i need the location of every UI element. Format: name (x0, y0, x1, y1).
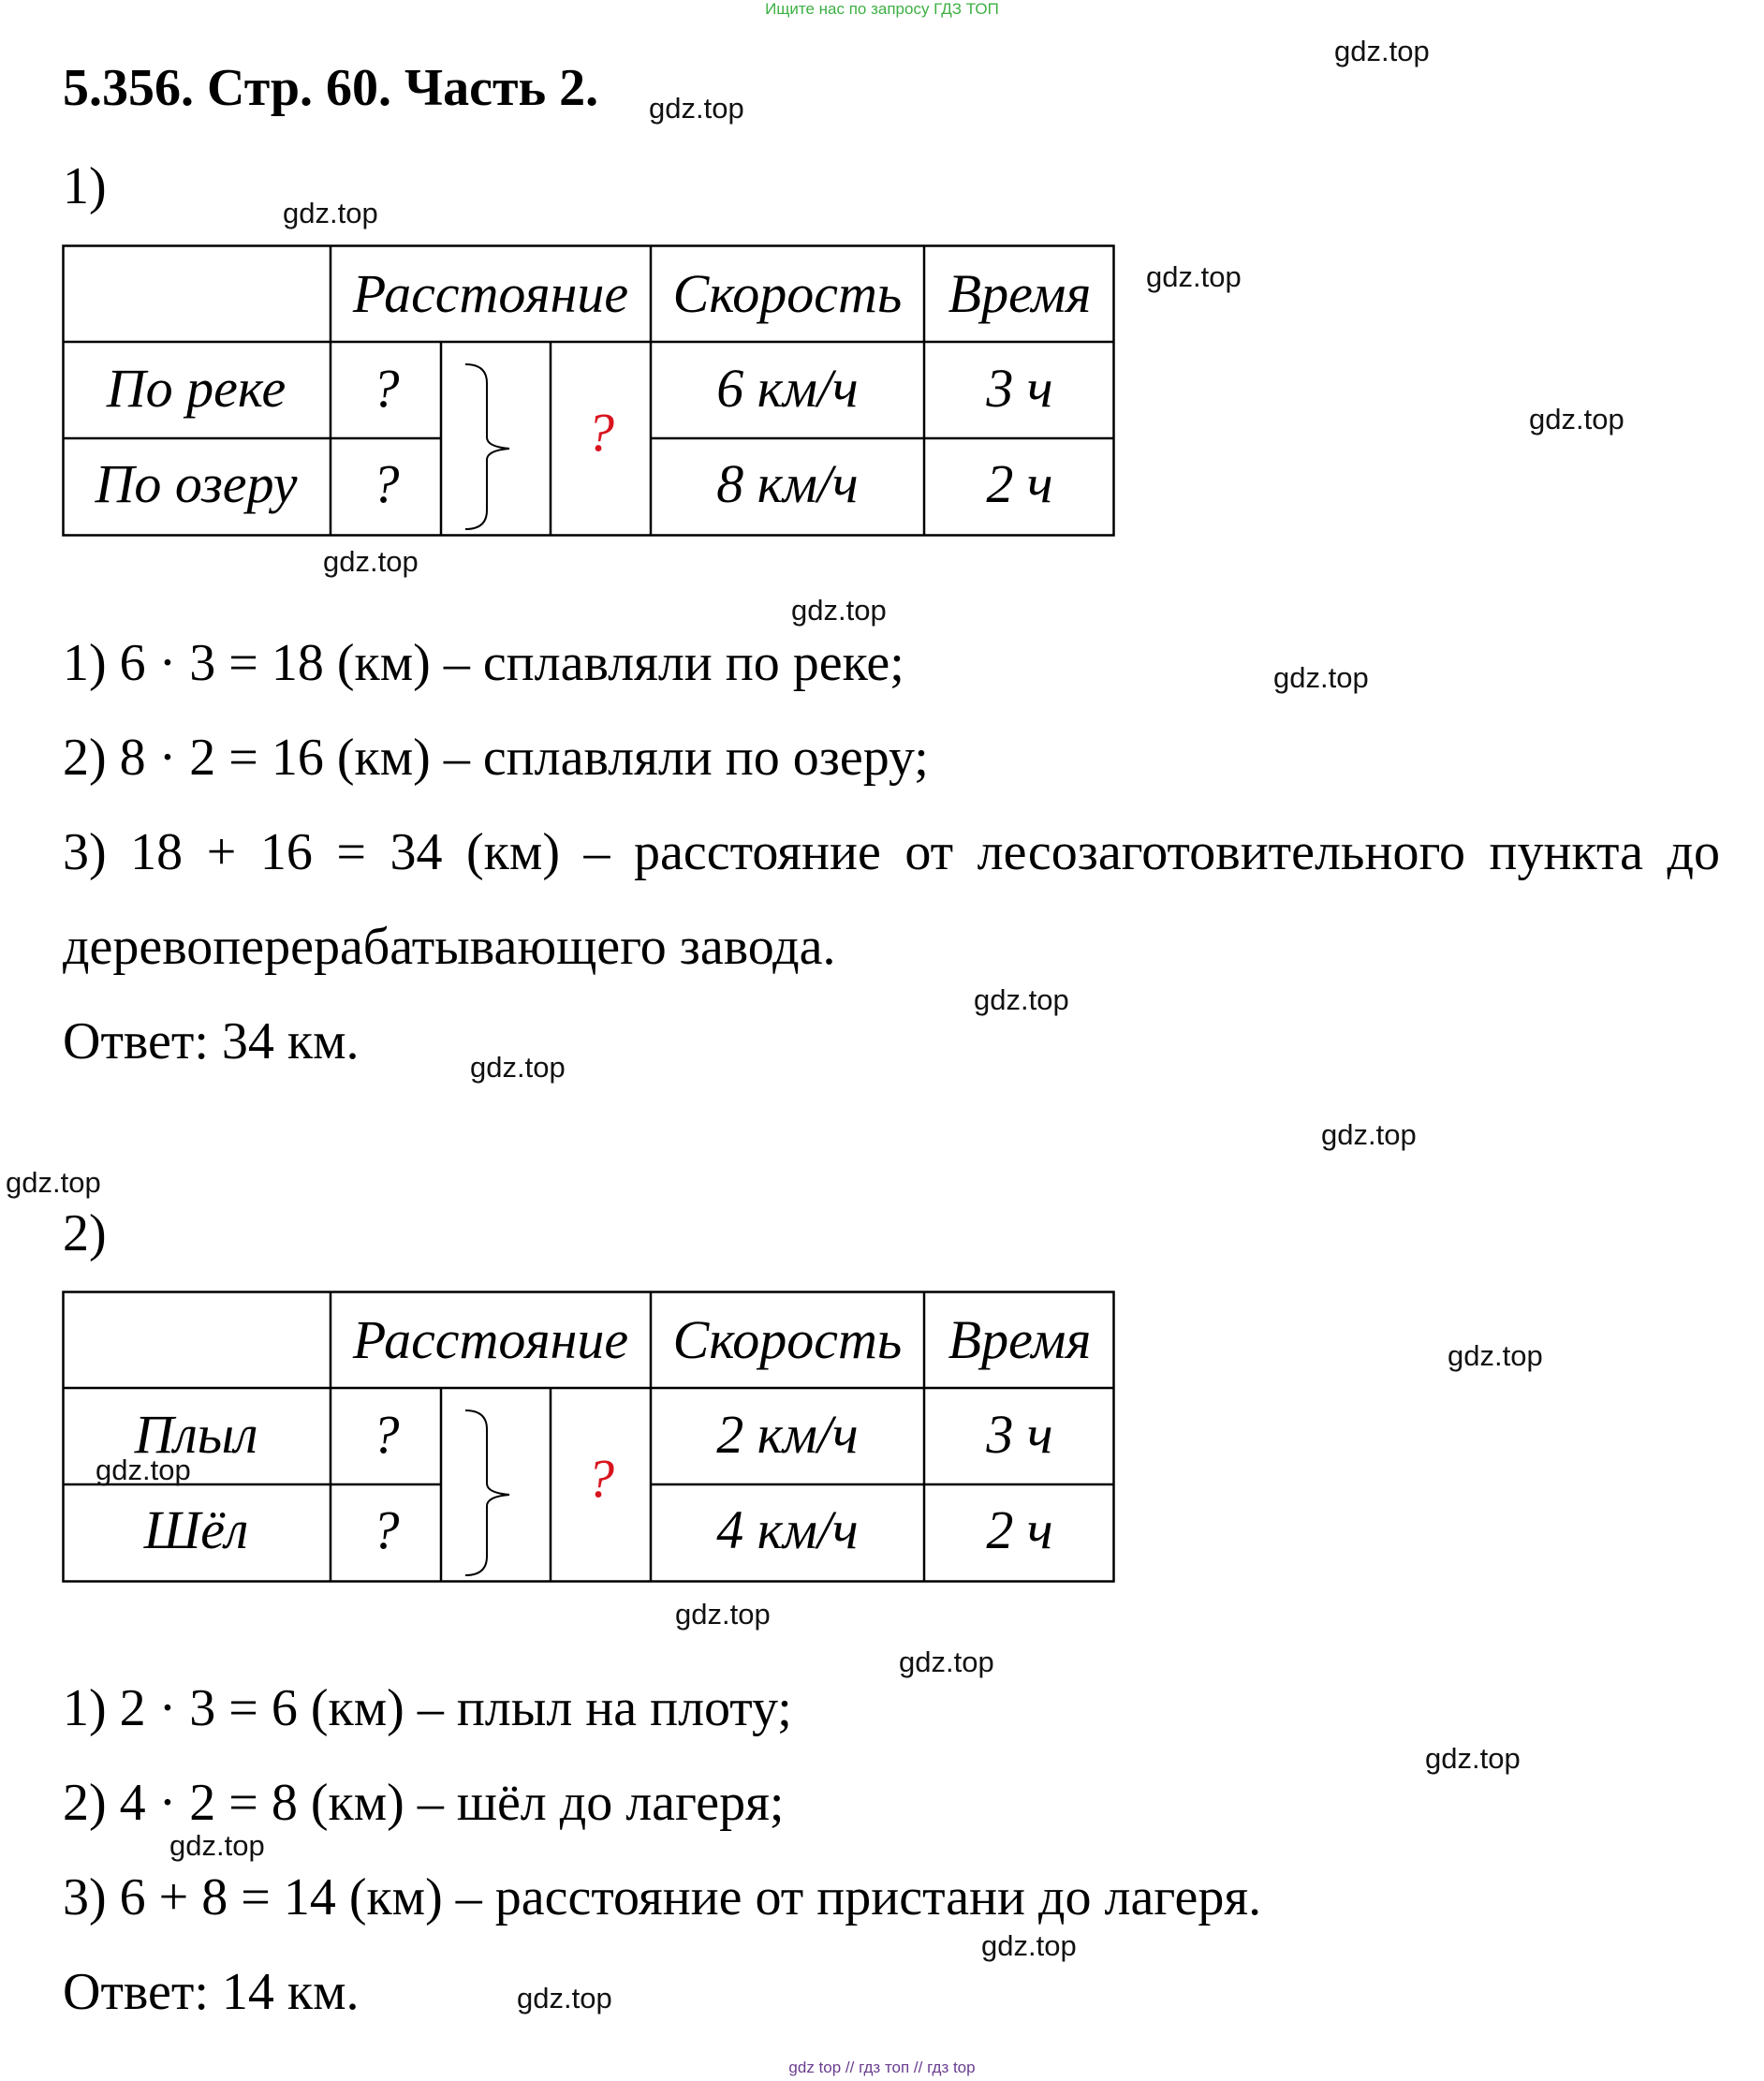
watermark: gdz.top (1425, 1742, 1521, 1775)
row-speed: 2 км/ч (716, 1404, 859, 1465)
row-distance: ? (372, 358, 400, 419)
watermark: gdz.top (323, 545, 419, 578)
watermark: gdz.top (675, 1598, 771, 1631)
part1-table (62, 244, 1115, 537)
row-name: По озеру (95, 453, 298, 514)
watermark: gdz.top (6, 1166, 101, 1199)
header-speed: Скорость (672, 1309, 903, 1370)
brace-icon (465, 1410, 509, 1575)
watermark: gdz.top (169, 1829, 265, 1862)
watermark: gdz.top (791, 594, 887, 627)
row-time: 2 ч (986, 453, 1053, 514)
watermark: gdz.top (1334, 35, 1430, 67)
footer-links: gdz top // гдз топ // гдз top (788, 2059, 976, 2076)
part1-answer: Ответ: 34 км. (63, 1012, 360, 1070)
part1-step-1: 1) 6 · 3 = 18 (км) – сплавляли по реке; (63, 634, 904, 692)
part2-step-2: 2) 4 · 2 = 8 (км) – шёл до лагеря; (63, 1774, 785, 1832)
watermark: gdz.top (1448, 1339, 1543, 1372)
watermark: gdz.top (1146, 260, 1242, 293)
brace-icon (465, 364, 509, 529)
row-name: Шёл (143, 1499, 249, 1560)
row-speed: 6 км/ч (716, 358, 859, 419)
part1-step-2: 2) 8 · 2 = 16 (км) – сплавляли по озеру; (63, 729, 929, 787)
row-distance: ? (372, 453, 400, 514)
watermark: gdz.top (649, 92, 744, 125)
row-time: 3 ч (986, 1404, 1053, 1465)
row-name: По реке (106, 358, 287, 419)
row-time: 3 ч (986, 358, 1053, 419)
watermark: gdz.top (1273, 661, 1369, 694)
watermark: gdz.top (1321, 1118, 1417, 1151)
part2-label: 2) (63, 1204, 107, 1262)
row-speed: 4 км/ч (716, 1499, 859, 1560)
part1-label: 1) (63, 157, 107, 215)
part1-step-3: 3) 18 + 16 = 34 (км) – расстояние от лесозаготовительного пункта до (63, 823, 1720, 881)
header-distance: Расстояние (352, 1309, 629, 1370)
part2-answer: Ответ: 14 км. (63, 1963, 360, 2021)
watermark: gdz.top (517, 1982, 612, 2015)
row-name: Плыл (134, 1404, 258, 1465)
watermark: gdz.top (899, 1646, 994, 1678)
page-title: 5.356. Стр. 60. Часть 2. (63, 59, 599, 117)
total-question: ? (587, 402, 614, 463)
part2-step-1: 1) 2 · 3 = 6 (км) – плыл на плоту; (63, 1679, 792, 1737)
header-time: Время (948, 1309, 1092, 1370)
row-speed: 8 км/ч (716, 453, 859, 514)
part2-table (62, 1291, 1115, 1583)
header-speed: Скорость (672, 263, 903, 324)
watermark: gdz.top (1529, 403, 1624, 435)
watermark: gdz.top (283, 197, 378, 229)
total-question: ? (587, 1448, 614, 1509)
part1-step-3-cont: деревоперерабатывающего завода. (63, 918, 836, 976)
search-banner: Ищите нас по запросу ГДЗ ТОП (765, 0, 999, 18)
header-distance: Расстояние (352, 263, 629, 324)
watermark: gdz.top (981, 1929, 1077, 1962)
row-distance: ? (372, 1404, 400, 1465)
header-time: Время (948, 263, 1092, 324)
watermark: gdz.top (96, 1454, 191, 1486)
watermark: gdz.top (470, 1051, 566, 1084)
part2-step-3: 3) 6 + 8 = 14 (км) – расстояние от пристани до лагеря. (63, 1868, 1262, 1926)
watermark: gdz.top (974, 983, 1069, 1016)
row-time: 2 ч (986, 1499, 1053, 1560)
row-distance: ? (372, 1499, 400, 1560)
